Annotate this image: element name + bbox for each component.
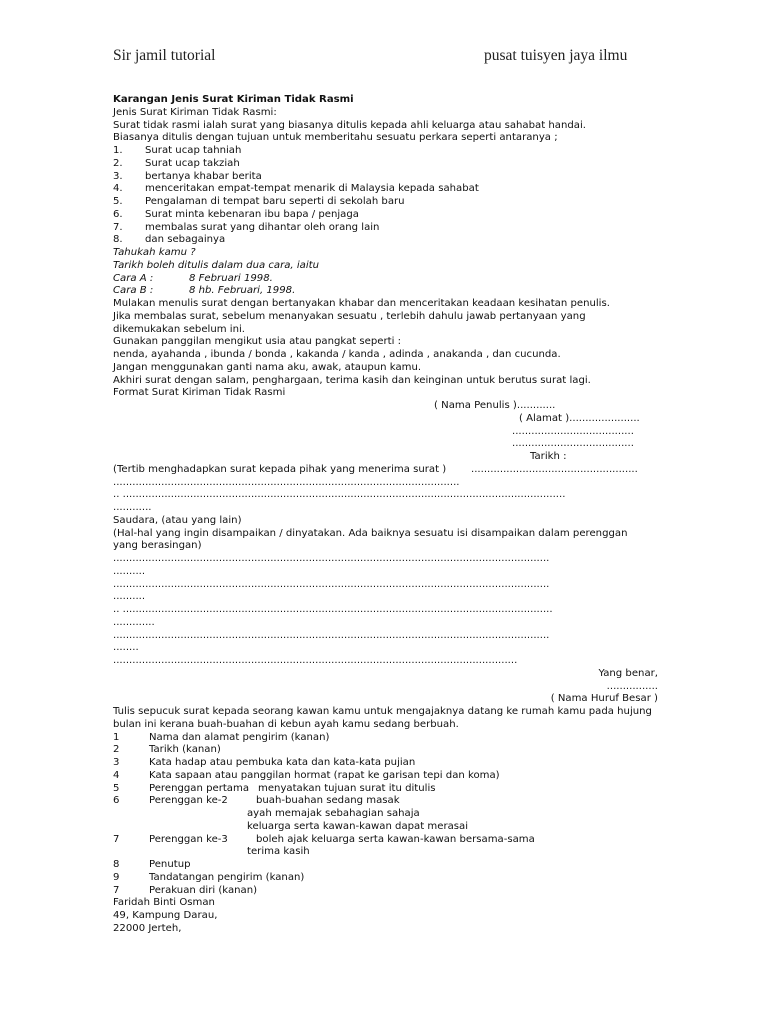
format-nama-penulis xyxy=(113,400,658,413)
header-left: Sir jamil tutorial xyxy=(113,47,216,64)
purpose-text: dan sebagainya xyxy=(145,234,226,246)
purpose-num: 1. xyxy=(113,145,123,156)
date-question: Tahukah kamu ? xyxy=(113,247,196,258)
format-tarikh xyxy=(113,451,658,464)
date-format-label: Cara A : xyxy=(113,272,154,284)
outline-num: 7 xyxy=(113,884,120,896)
format-dots: .. .......................................................................................................................................... xyxy=(113,489,566,501)
format-saudara: Saudara, (atau yang lain) xyxy=(113,514,242,526)
format-dots: .............................................................................................................................. xyxy=(113,655,518,666)
format-text: ( Nama Penulis )............ xyxy=(434,400,556,411)
outline-text: Perenggan pertama xyxy=(149,782,250,794)
tip-line: Akhiri surat dengan salam, penghargaan, terima kasih dan keinginan untuk berutus surat lagi. xyxy=(113,374,591,386)
format-dots: .......... xyxy=(113,591,146,603)
format-dots: ........ xyxy=(113,642,139,654)
document-title: Karangan Jenis Surat Kiriman Tidak Rasmi xyxy=(113,94,354,105)
outline-item xyxy=(113,859,658,872)
outline-text: Perenggan ke-2 xyxy=(149,795,228,807)
purpose-text: Surat minta kebenaran ibu bapa / penjaga xyxy=(145,208,359,220)
purpose-list xyxy=(113,145,658,247)
tip-line: dikemukakan sebelum ini. xyxy=(113,323,245,335)
purpose-text: bertanya khabar berita xyxy=(145,170,262,182)
outline-detail: ayah memajak sebahagian sahaja xyxy=(247,808,420,819)
task-line: bulan ini kerana buah-buahan di kebun ayah kamu sedang berbuah. xyxy=(113,718,459,730)
format-dots: ........................................................................................................................................ xyxy=(113,553,550,564)
format-dots xyxy=(113,426,658,439)
format-text: ...................................... xyxy=(512,425,634,437)
document-body xyxy=(113,94,658,936)
format-yang-benar: Yang benar, xyxy=(598,667,658,679)
format-dots: ............. xyxy=(113,616,155,628)
purpose-num: 3. xyxy=(113,170,123,182)
purpose-text: membalas surat yang dihantar oleh orang lain xyxy=(145,221,380,233)
tip-line: Gunakan panggilan mengikut usia atau pangkat seperti : xyxy=(113,336,402,348)
outline-num: 1 xyxy=(113,731,120,743)
format-dots xyxy=(113,438,658,451)
outline-detail: keluarga serta kawan-kawan dapat merasai xyxy=(247,820,469,832)
outline-item xyxy=(113,885,658,898)
outline-text: Nama dan alamat pengirim (kanan) xyxy=(149,731,330,743)
intro-line: Biasanya ditulis dengan tujuan untuk memberitahu sesuatu perkara seperti antaranya ; xyxy=(113,132,558,144)
outline-text: Tandatangan pengirim (kanan) xyxy=(149,871,305,883)
format-dots: ........................................................................................................................................ xyxy=(113,629,550,641)
header-right: pusat tuisyen jaya ilmu xyxy=(484,47,628,64)
purpose-item xyxy=(113,234,658,247)
tip-line: Jika membalas surat, sebelum menanyakan sesuatu , terlebih dahulu jawab pertanyaan yang xyxy=(113,310,586,322)
outline-detail: terima kasih xyxy=(247,846,310,858)
purpose-item xyxy=(113,196,658,209)
purpose-item xyxy=(113,183,658,196)
outline-item xyxy=(113,783,658,796)
outline-text: Penutup xyxy=(149,859,191,870)
tips-list xyxy=(113,298,658,400)
outline-detail: menyatakan tujuan surat itu ditulis xyxy=(258,782,436,794)
outline-detail-line xyxy=(113,821,658,834)
task-line: Tulis sepucuk surat kepada seorang kawan kamu untuk mengajaknya datang ke rumah kamu pada hujung xyxy=(113,706,652,717)
date-format-a xyxy=(113,273,658,286)
purpose-item xyxy=(113,145,658,158)
outline-item xyxy=(113,744,658,757)
date-format-label: Cara B : xyxy=(113,285,154,297)
outline-item xyxy=(113,834,658,847)
tip-line: Jangan menggunakan ganti nama aku, awak, ataupun kamu. xyxy=(113,361,422,373)
outline-num: 8 xyxy=(113,859,120,870)
outline-num: 9 xyxy=(113,871,120,883)
format-text: ...................................... xyxy=(512,438,634,450)
purpose-num: 7. xyxy=(113,221,123,233)
purpose-item xyxy=(113,209,658,222)
purpose-item xyxy=(113,222,658,235)
purpose-num: 6. xyxy=(113,208,123,220)
outline-item xyxy=(113,732,658,745)
format-dots: ............ xyxy=(113,502,152,513)
outline-item xyxy=(113,795,658,808)
purpose-item xyxy=(113,158,658,171)
outline-item xyxy=(113,770,658,783)
outline-text: Perakuan diri (kanan) xyxy=(149,884,258,896)
purpose-text: menceritakan empat-tempat menarik di Malaysia kepada sahabat xyxy=(145,183,479,195)
outline-num: 5 xyxy=(113,782,120,794)
format-alamat xyxy=(113,413,658,426)
sample-name: Faridah Binti Osman xyxy=(113,897,215,909)
date-format-b xyxy=(113,285,658,298)
outline-text: Perenggan ke-3 xyxy=(149,833,228,845)
outline-detail: buah-buahan sedang masak xyxy=(256,795,400,807)
purpose-text: Surat ucap takziah xyxy=(145,157,240,169)
format-dots: .. ...................................................................................................................................... xyxy=(113,604,553,615)
outline-num: 6 xyxy=(113,795,120,807)
format-text: Tarikh : xyxy=(530,451,567,462)
format-nama-huruf: ( Nama Huruf Besar ) xyxy=(550,693,658,705)
tip-line: Mulakan menulis surat dengan bertanyakan khabar dan menceritakan keadaan kesihatan penulis. xyxy=(113,298,610,309)
format-text: (Tertib menghadapkan surat kepada pihak yang menerima surat ) xyxy=(113,463,447,475)
purpose-num: 8. xyxy=(113,234,123,246)
format-text: ( Alamat )...................... xyxy=(519,412,640,424)
format-dots: ........................................................................................................................................ xyxy=(113,578,550,590)
outline-item xyxy=(113,872,658,885)
format-tertib xyxy=(113,464,658,477)
purpose-num: 2. xyxy=(113,157,123,169)
intro-subtitle: Jenis Surat Kiriman Tidak Rasmi: xyxy=(113,106,277,118)
purpose-num: 5. xyxy=(113,196,123,207)
purpose-num: 4. xyxy=(113,183,123,195)
outline-text: Tarikh (kanan) xyxy=(149,744,221,756)
format-hal: yang berasingan) xyxy=(113,540,202,552)
format-dots: ............................................................................................................ xyxy=(113,476,460,488)
purpose-text: Surat ucap tahniah xyxy=(145,145,242,156)
tip-line: nenda, ayahanda , ibunda / bonda , kakanda / kanda , adinda , anakanda , dan cucunda. xyxy=(113,349,561,360)
intro-line: Surat tidak rasmi ialah surat yang biasanya ditulis kepada ahli keluarga atau sahabat handai. xyxy=(113,119,586,131)
format-hal: (Hal-hal yang ingin disampaikan / dinyatakan. Ada baiknya sesuatu isi disampaikan dalam perenggan xyxy=(113,527,628,539)
date-format-value: 8 Februari 1998. xyxy=(189,272,273,284)
format-sign-dots: ................ xyxy=(606,680,658,692)
format-text: .................................................... xyxy=(471,463,638,475)
purpose-text: Pengalaman di tempat baru seperti di sekolah baru xyxy=(145,196,405,207)
outline-num: 7 xyxy=(113,833,120,845)
date-line: Tarikh boleh ditulis dalam dua cara, iaitu xyxy=(113,259,319,271)
outline-item xyxy=(113,757,658,770)
outline-text: Kata hadap atau pembuka kata dan kata-kata pujian xyxy=(149,757,416,768)
sample-address: 49, Kampung Darau, xyxy=(113,910,218,921)
tip-line: Format Surat Kiriman Tidak Rasmi xyxy=(113,387,286,399)
outline-num: 3 xyxy=(113,757,120,768)
outline-detail-line xyxy=(113,808,658,821)
date-format-value: 8 hb. Februari, 1998. xyxy=(189,285,296,297)
format-dots: .......... xyxy=(113,565,146,577)
outline-text: Kata sapaan atau panggilan hormat (rapat ke garisan tepi dan koma) xyxy=(149,769,500,781)
purpose-item xyxy=(113,171,658,184)
outline-num: 4 xyxy=(113,769,120,781)
outline-num: 2 xyxy=(113,744,120,756)
sample-address: 22000 Jerteh, xyxy=(113,922,182,934)
outline-detail: boleh ajak keluarga serta kawan-kawan bersama-sama xyxy=(256,833,535,845)
outline-detail-line xyxy=(113,846,658,859)
